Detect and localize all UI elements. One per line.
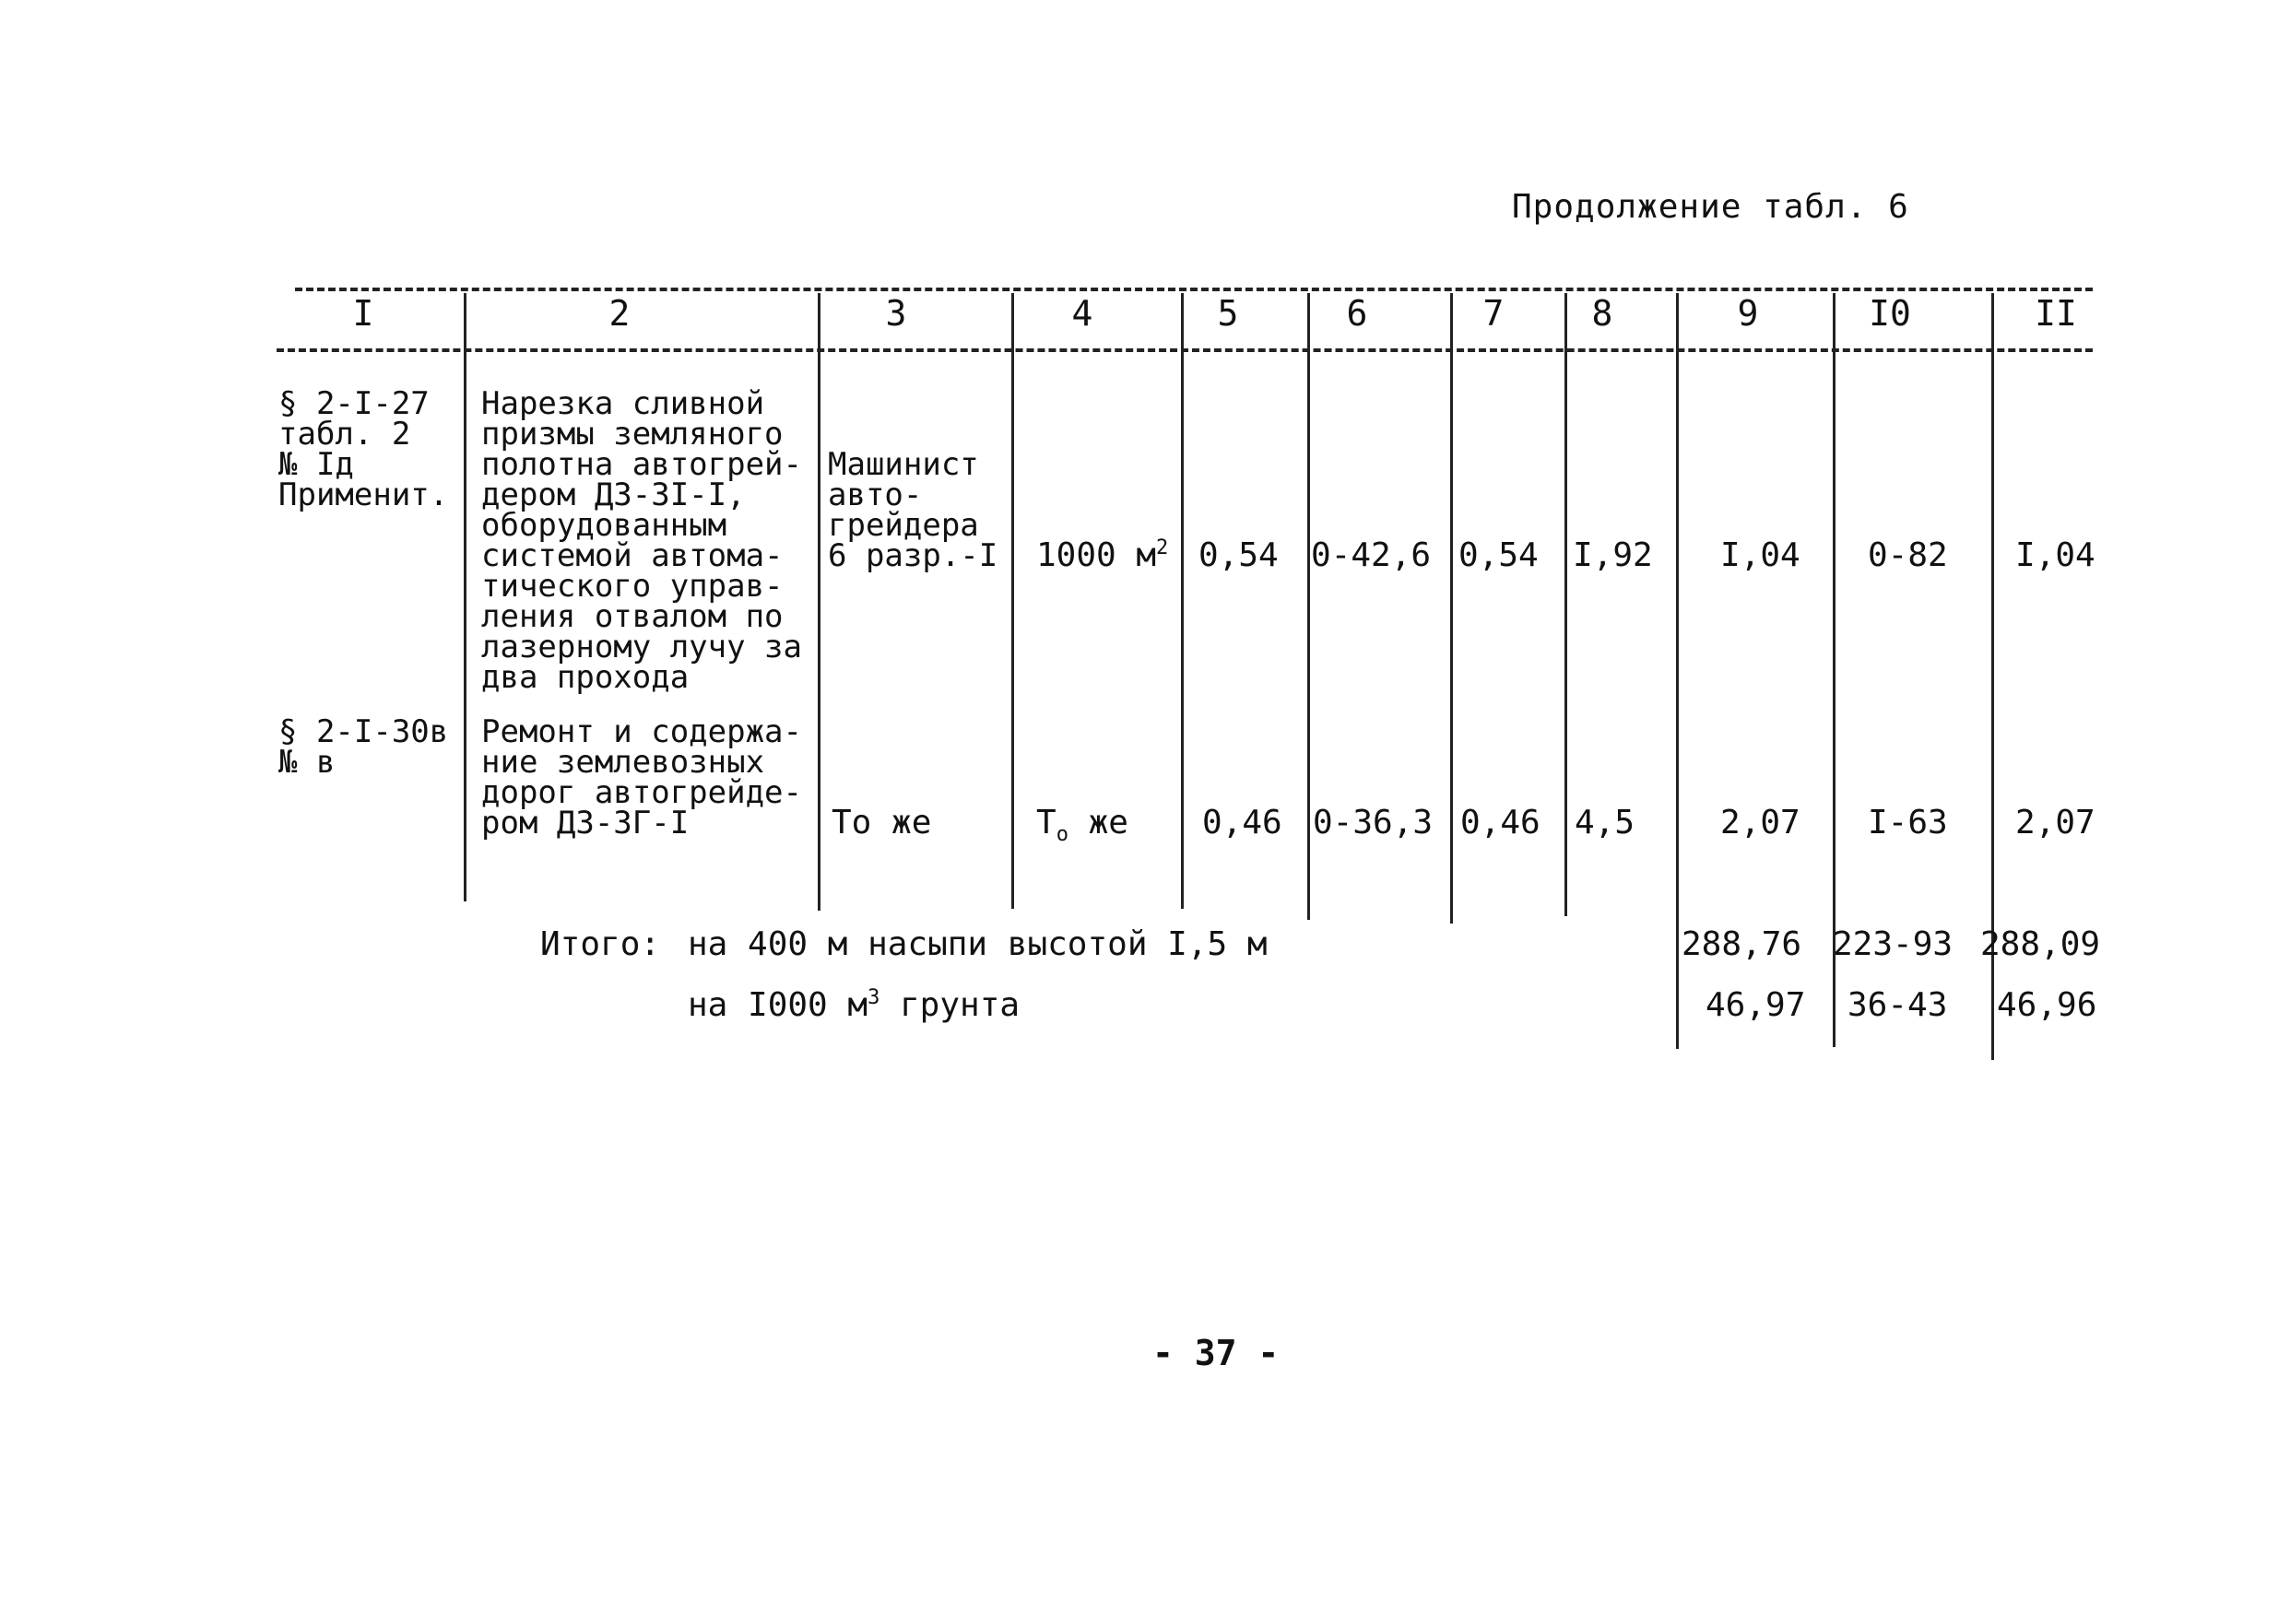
page-number: - 37 - <box>1152 1333 1280 1373</box>
row1-unit-exponent: 2 <box>1156 536 1169 559</box>
row2-reference: § 2-I-30в № в <box>278 713 449 781</box>
row2-worker: То же <box>832 804 932 841</box>
col-divider-2 <box>818 293 820 911</box>
row2-col8: 4,5 <box>1575 804 1635 841</box>
row1-col5: 0,54 <box>1198 536 1279 574</box>
totals-line2-col11: 46,96 <box>1997 986 2097 1024</box>
header-col-6: 6 <box>1346 293 1368 334</box>
header-col-3: 3 <box>885 293 907 334</box>
totals-line2-text-b: грунта <box>879 986 1021 1024</box>
row2-work-description: Ремонт и содержа- ние землевозных дорог автогрейде- ром ДЗ-3Г-I <box>481 713 802 841</box>
col-divider-1 <box>464 293 466 901</box>
col-divider-7 <box>1564 293 1567 916</box>
row1-col6: 0-42,6 <box>1311 536 1432 574</box>
table-caption: Продолжение табл. 6 <box>1512 188 1909 226</box>
totals-line1-col9: 288,76 <box>1682 925 1802 963</box>
row2-col10: I-63 <box>1868 804 1948 841</box>
totals-line1-text: на 400 м насыпи высотой I,5 м <box>688 925 1268 963</box>
header-col-11: II <box>2035 293 2077 334</box>
header-col-2: 2 <box>608 293 631 334</box>
col-divider-5 <box>1307 293 1310 920</box>
header-col-10: I0 <box>1869 293 1911 334</box>
row2-unit-subscript: о <box>1056 823 1068 847</box>
row2-unit-rest: же <box>1068 804 1128 841</box>
header-col-9: 9 <box>1737 293 1759 334</box>
row1-col11: I,04 <box>2015 536 2095 574</box>
row2-col11: 2,07 <box>2015 804 2095 841</box>
header-col-7: 7 <box>1482 293 1505 334</box>
totals-line1-col11: 288,09 <box>1980 925 2101 963</box>
row1-col10: 0-82 <box>1868 536 1948 574</box>
col-divider-3 <box>1011 293 1014 909</box>
totals-line1-col10: 223-93 <box>1833 925 1954 963</box>
row1-unit-base: 1000 м <box>1036 536 1157 574</box>
row1-worker: Машинист авто- грейдера 6 разр.-I <box>828 446 998 574</box>
row2-unit-base: Т <box>1036 804 1056 841</box>
row2-col7: 0,46 <box>1460 804 1540 841</box>
header-col-8: 8 <box>1591 293 1613 334</box>
row1-unit <box>1036 536 1168 574</box>
row1-col7: 0,54 <box>1458 536 1539 574</box>
header-bottom-rule <box>277 348 2093 352</box>
header-col-5: 5 <box>1217 293 1239 334</box>
row1-reference: § 2-I-27 табл. 2 № Iд Применит. <box>278 385 449 513</box>
totals-line2-exponent: 3 <box>868 986 880 1009</box>
header-col-1: I <box>352 293 374 334</box>
totals-line2-text-a: на I000 м <box>688 986 868 1024</box>
row2-col5: 0,46 <box>1202 804 1282 841</box>
row1-col9: I,04 <box>1720 536 1800 574</box>
row2-col6: 0-36,3 <box>1313 804 1434 841</box>
totals-line2-text <box>688 986 1020 1024</box>
totals-label: Итого: <box>540 925 661 963</box>
totals-line2-col9: 46,97 <box>1706 986 1806 1024</box>
row2-col9: 2,07 <box>1720 804 1800 841</box>
col-divider-8 <box>1676 293 1679 1049</box>
row1-work-description: Нарезка сливной призмы земляного полотна автогрей- дером ДЗ-3I-I, оборудованным системой автома- тического управ- ления отвалом по лазерному лучу за два прохода <box>481 385 802 696</box>
header-col-4: 4 <box>1071 293 1093 334</box>
header-top-rule <box>295 288 2093 291</box>
col-divider-6 <box>1450 293 1453 924</box>
col-divider-4 <box>1181 293 1184 909</box>
totals-line2-col10: 36-43 <box>1847 986 1948 1024</box>
row2-unit <box>1036 804 1128 847</box>
row1-col8: I,92 <box>1573 536 1653 574</box>
